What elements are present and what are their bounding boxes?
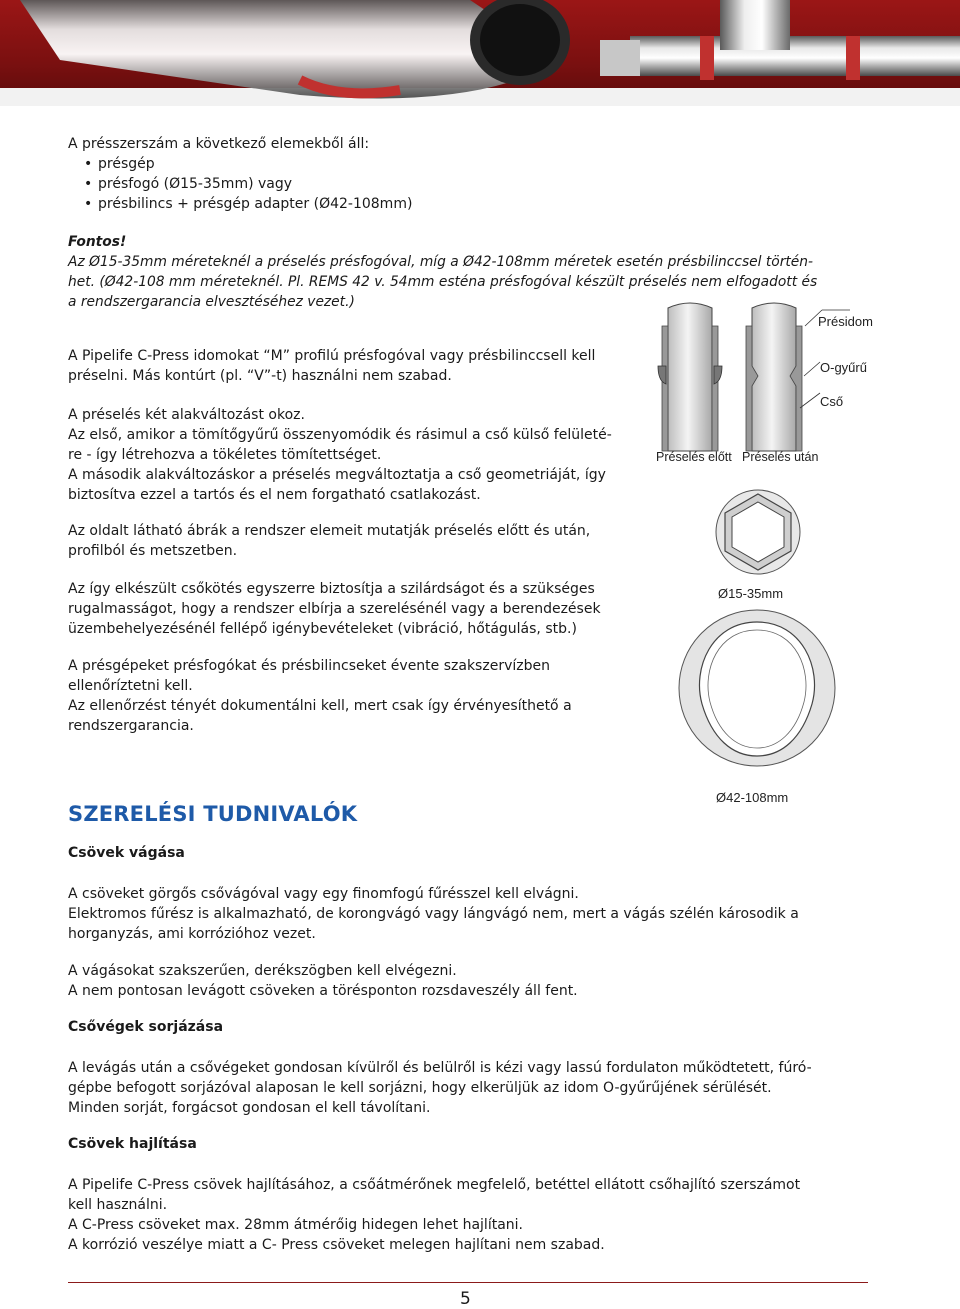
label-presidom: Présidom [818,314,873,329]
intro-list [68,154,648,214]
bending-paragraph [68,1175,878,1255]
text-line: A levágás után a csővégeket gondosan kívülről és belülről is kézi vagy lassú fordulaton működtetett, fúró- [68,1060,812,1076]
text-line: préselni. Más kontúrt (pl. “V”-t) használni nem szabad. [68,368,452,384]
deburring-paragraph [68,1058,878,1118]
text-line: Az első, amikor a tömítőgyűrű összenyomódik és rásimul a cső külső felületé- [68,427,612,443]
list-item: • présgép [68,154,648,174]
page-number: 5 [460,1289,471,1309]
cutting-paragraph-2 [68,961,878,1001]
text-line: A C-Press csöveket max. 28mm átmérőig hidegen lehet hajlítani. [68,1217,523,1233]
section-title: SZERELÉSI TUDNIVALÓK [68,802,358,826]
text-line: Az így elkészült csőkötés egyszerre biztosítja a szilárdságot és a szükséges [68,581,595,597]
text-line: Az oldalt látható ábrák a rendszer elemeit mutatják préselés előtt és után, [68,523,591,539]
intro-block [68,134,648,214]
list-item: • présfogó (Ø15-35mm) vagy [68,174,648,194]
text-line: A vágásokat szakszerűen, derékszögben kell elvégezni. [68,963,457,979]
triangle-section-diagram [672,608,842,806]
footer-rule [68,1282,868,1283]
service-paragraph [68,656,648,736]
cutting-heading: Csövek vágása [68,845,185,861]
text-line: re - így létrehozva a tökéletes tömítettséget. [68,447,382,463]
text-line: A présgépeket présfogókat és présbilincseket évente szakszervízben [68,658,550,674]
text-line: profilból és metszetben. [68,543,238,559]
text-line: biztosítva ezzel a tartós és el nem forgatható csatlakozást. [68,487,481,503]
text-line: A Pipelife C-Press idomokat “M” profilú présfogóval vagy présbilinccsell kell [68,348,596,364]
label-small-size: Ø15-35mm [718,586,784,601]
text-line: Minden sorját, forgácsot gondosan el kell távolítani. [68,1100,431,1116]
notice-line: het. (Ø42-108 mm méreteknél. Pl. REMS 42 v. 54mm esténa présfogóval készült préselés nem elfogadott és [68,274,818,290]
text-line: A csöveket görgős csővágóval vagy egy finomfogú fűrésszel kell elvágni. [68,886,579,902]
intro-title: A présszerszám a következő elemekből áll: [68,136,370,152]
cutting-paragraph [68,884,878,944]
deburring-heading: Csővégek sorjázása [68,1019,224,1035]
text-line: rugalmasságot, hogy a rendszer elbírja a szerelésénél vagy a berendezések [68,601,601,617]
joint-paragraph [68,579,648,639]
text-line: A préselés két alakváltozást okoz. [68,407,305,423]
figures-note [68,521,648,561]
text-line: A nem pontosan levágott csöveken a törésponton rozsdaveszély áll fent. [68,983,578,999]
label-pipe: Cső [820,394,844,409]
text-line: Elektromos fűrész is alkalmazható, de korongvágó vagy lángvágó nem, mert a vágás szélén károsodik a [68,906,799,922]
press-profile-diagram [650,296,890,476]
header-pipe-illustration [0,0,960,106]
header-photo [0,0,960,106]
text-line: gépbe befogott sorjázóval alaposan le kell sorjázni, hogy elkerüljük az idom O-gyűrűjének sérülését. [68,1080,772,1096]
bending-heading: Csövek hajlítása [68,1136,197,1152]
profile-paragraph [68,346,648,386]
text-line: A második alakváltozáskor a préselés megváltoztatja a cső geometriáját, így [68,467,606,483]
notice-line: Az Ø15-35mm méreteknél a préselés présfogóval, míg a Ø42-108mm méretek esetén présbilinccsel történ- [68,254,813,270]
text-line: A Pipelife C-Press csövek hajlításához, a csőátmérőnek megfelelő, betéttel ellátott csőhajlító szerszámot [68,1177,801,1193]
label-after-pressing: Préselés után [742,450,819,464]
notice-label: Fontos! [68,234,127,250]
text-line: üzembehelyezésénél fellépő igénybevételeket (vibráció, hőtágulás, stb.) [68,621,577,637]
text-line: kell használni. [68,1197,168,1213]
notice-line: a rendszergarancia elvesztéséhez vezet.) [68,294,355,310]
text-line: rendszergarancia. [68,718,194,734]
hex-section-diagram [700,484,820,608]
text-line: Az ellenőrzést tényét dokumentálni kell, mert csak így érvényesíthető a [68,698,572,714]
label-before-pressing: Préselés előtt [656,450,732,464]
text-line: A korrózió veszélye miatt a C- Press csöveket melegen hajlítani nem szabad. [68,1237,605,1253]
text-line: ellenőríztetni kell. [68,678,193,694]
label-large-size: Ø42-108mm [716,790,789,805]
label-o-ring: O-gyűrű [820,360,867,375]
list-item: • présbilincs + présgép adapter (Ø42-108mm) [68,194,648,214]
deformation-paragraph [68,405,648,505]
text-line: horganyzás, ami korrózióhoz vezet. [68,926,316,942]
